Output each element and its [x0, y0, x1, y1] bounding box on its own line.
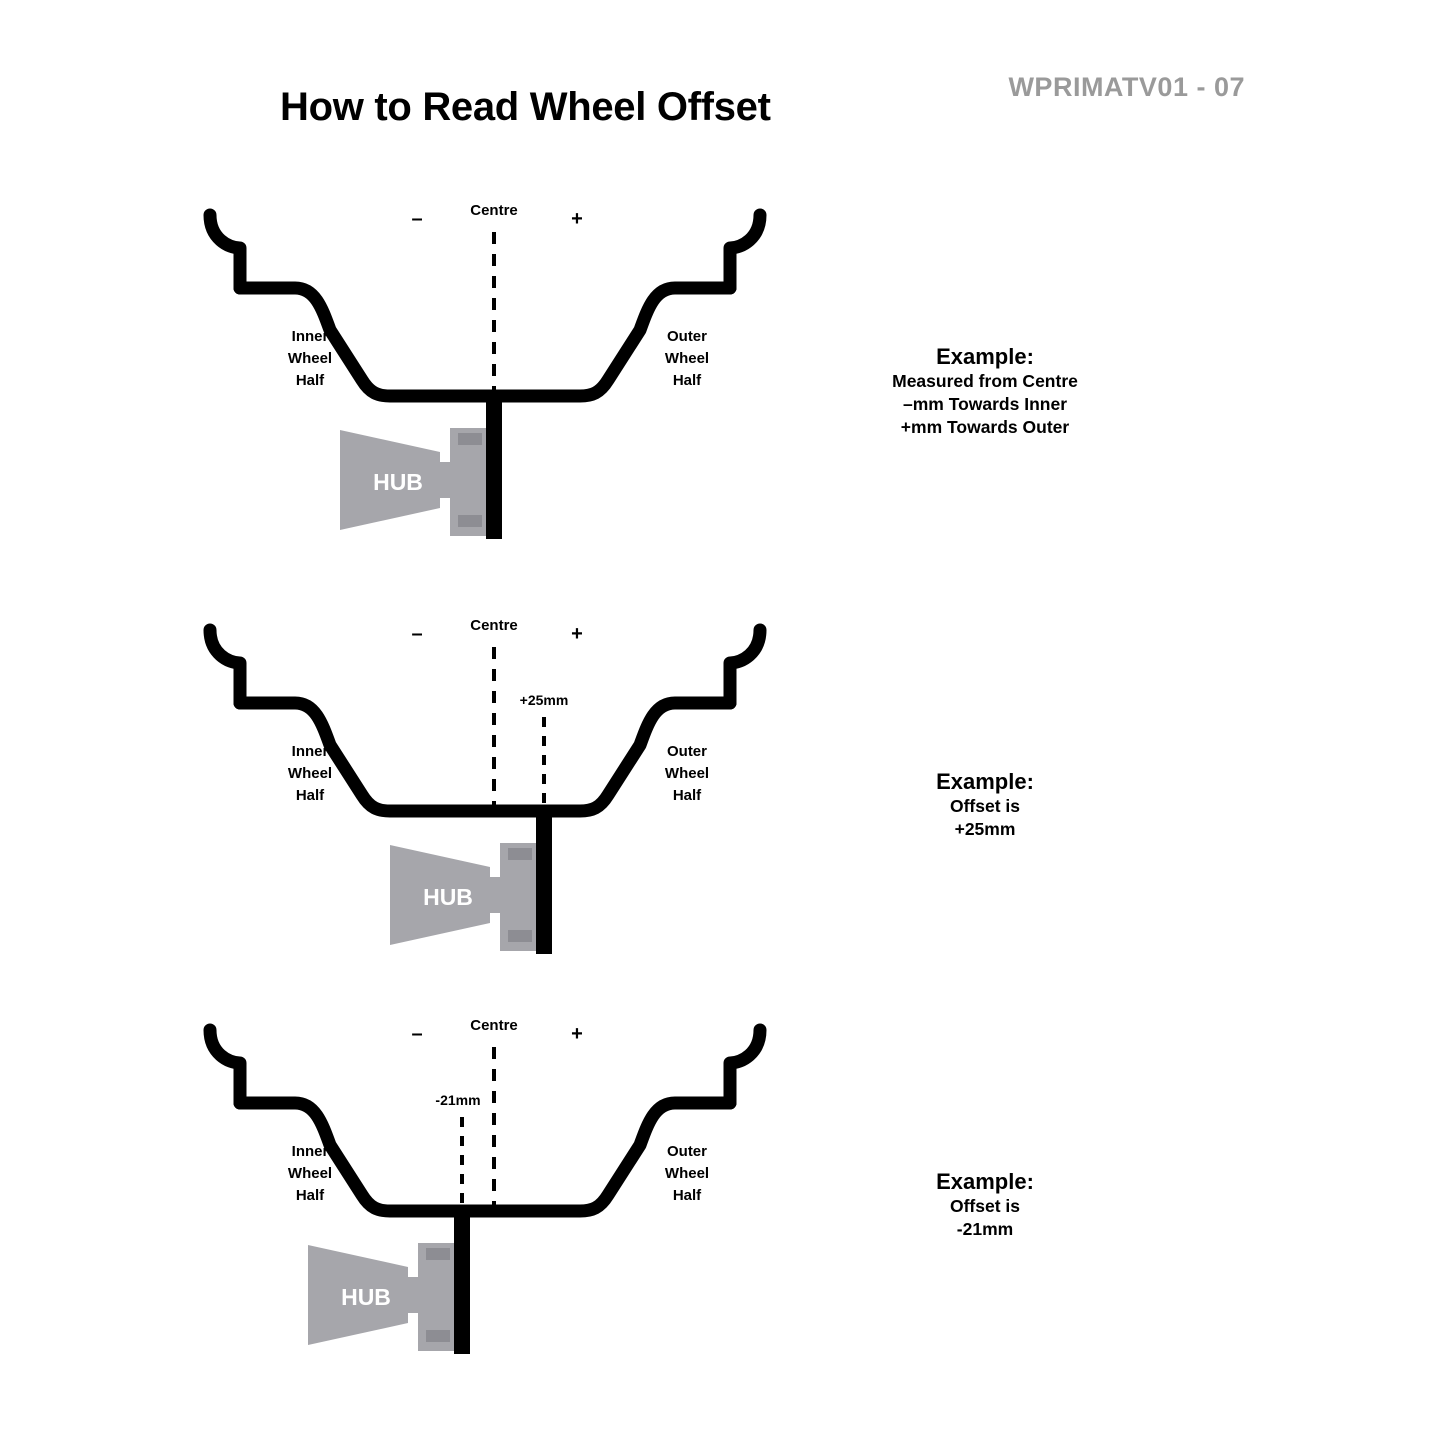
hub-bolt-bottom-1 [458, 515, 482, 527]
hub-bolt-top-2 [508, 848, 532, 860]
example-block-3 [820, 1170, 1150, 1241]
mounting-face-3 [454, 1208, 470, 1354]
minus-sign-3: – [411, 1023, 423, 1045]
wheel-section-drawing-2 [150, 605, 910, 1010]
hub-bolt-top-3 [426, 1248, 450, 1260]
wheel-section-drawing-3 [150, 1005, 910, 1410]
inner-wheel-half-line3-1: Half [295, 372, 325, 389]
plus-sign-1: + [571, 208, 583, 230]
rim-inner-lip-1 [210, 215, 240, 288]
minus-sign-2: – [411, 623, 423, 645]
inner-wheel-half-line2-1: Wheel [287, 350, 333, 367]
rim-inner-lip-3 [210, 1030, 240, 1103]
centre-label-2: Centre [470, 617, 518, 634]
minus-sign-1: – [411, 208, 423, 230]
inner-wheel-half-line3-3: Half [295, 1187, 325, 1204]
example-line-1-1: Measured from Centre [892, 371, 1078, 391]
outer-wheel-half-line2-3: Wheel [664, 1165, 710, 1182]
example-block-1 [820, 345, 1150, 439]
example-heading-3: Example: [936, 1169, 1034, 1194]
hub-bolt-top-1 [458, 433, 482, 445]
outer-wheel-half-line1-2: Outer [666, 743, 708, 760]
example-heading-2: Example: [936, 769, 1034, 794]
example-block-2 [820, 770, 1150, 841]
outer-wheel-half-line2-1: Wheel [664, 350, 710, 367]
example-line-2-2: +25mm [954, 819, 1016, 839]
rim-outer-lip-3 [730, 1030, 760, 1103]
outer-wheel-half-line3-2: Half [672, 787, 702, 804]
example-line-1-2: –mm Towards Inner [902, 394, 1068, 414]
outer-wheel-half-line1-3: Outer [666, 1143, 708, 1160]
example-line-1-3: +mm Towards Outer [900, 417, 1070, 437]
centre-label-1: Centre [470, 202, 518, 219]
hub-label-3: HUB [341, 1284, 391, 1310]
inner-wheel-half-line3-2: Half [295, 787, 325, 804]
rim-inner-lip-2 [210, 630, 240, 703]
wheel-section-drawing-1 [150, 190, 910, 595]
centre-label-3: Centre [470, 1017, 518, 1034]
example-line-3-2: -21mm [956, 1219, 1014, 1239]
page-title: How to Read Wheel Offset [280, 85, 771, 129]
inner-wheel-half-line1-2: Inner [291, 743, 329, 760]
example-line-2-1: Offset is [949, 796, 1021, 816]
hub-bolt-bottom-3 [426, 1330, 450, 1342]
inner-wheel-half-line2-3: Wheel [287, 1165, 333, 1182]
inner-wheel-half-line2-2: Wheel [287, 765, 333, 782]
offset-value-label-2: +25mm [519, 692, 569, 708]
outer-wheel-half-line1-1: Outer [666, 328, 708, 345]
part-code-label: WPRIMATV01 - 07 [1008, 72, 1245, 102]
offset-value-label-3: -21mm [435, 1092, 481, 1108]
hub-bolt-bottom-2 [508, 930, 532, 942]
hub-label-2: HUB [423, 884, 473, 910]
plus-sign-2: + [571, 623, 583, 645]
rim-outer-lip-1 [730, 215, 760, 288]
outer-wheel-half-line3-3: Half [672, 1187, 702, 1204]
hub-label-1: HUB [373, 469, 423, 495]
mounting-face-2 [536, 808, 552, 954]
example-heading-1: Example: [936, 344, 1034, 369]
plus-sign-3: + [571, 1023, 583, 1045]
inner-wheel-half-line1-3: Inner [291, 1143, 329, 1160]
outer-wheel-half-line2-2: Wheel [664, 765, 710, 782]
inner-wheel-half-line1-1: Inner [291, 328, 329, 345]
example-line-3-1: Offset is [949, 1196, 1021, 1216]
mounting-face-1 [486, 393, 502, 539]
outer-wheel-half-line3-1: Half [672, 372, 702, 389]
rim-outer-lip-2 [730, 630, 760, 703]
